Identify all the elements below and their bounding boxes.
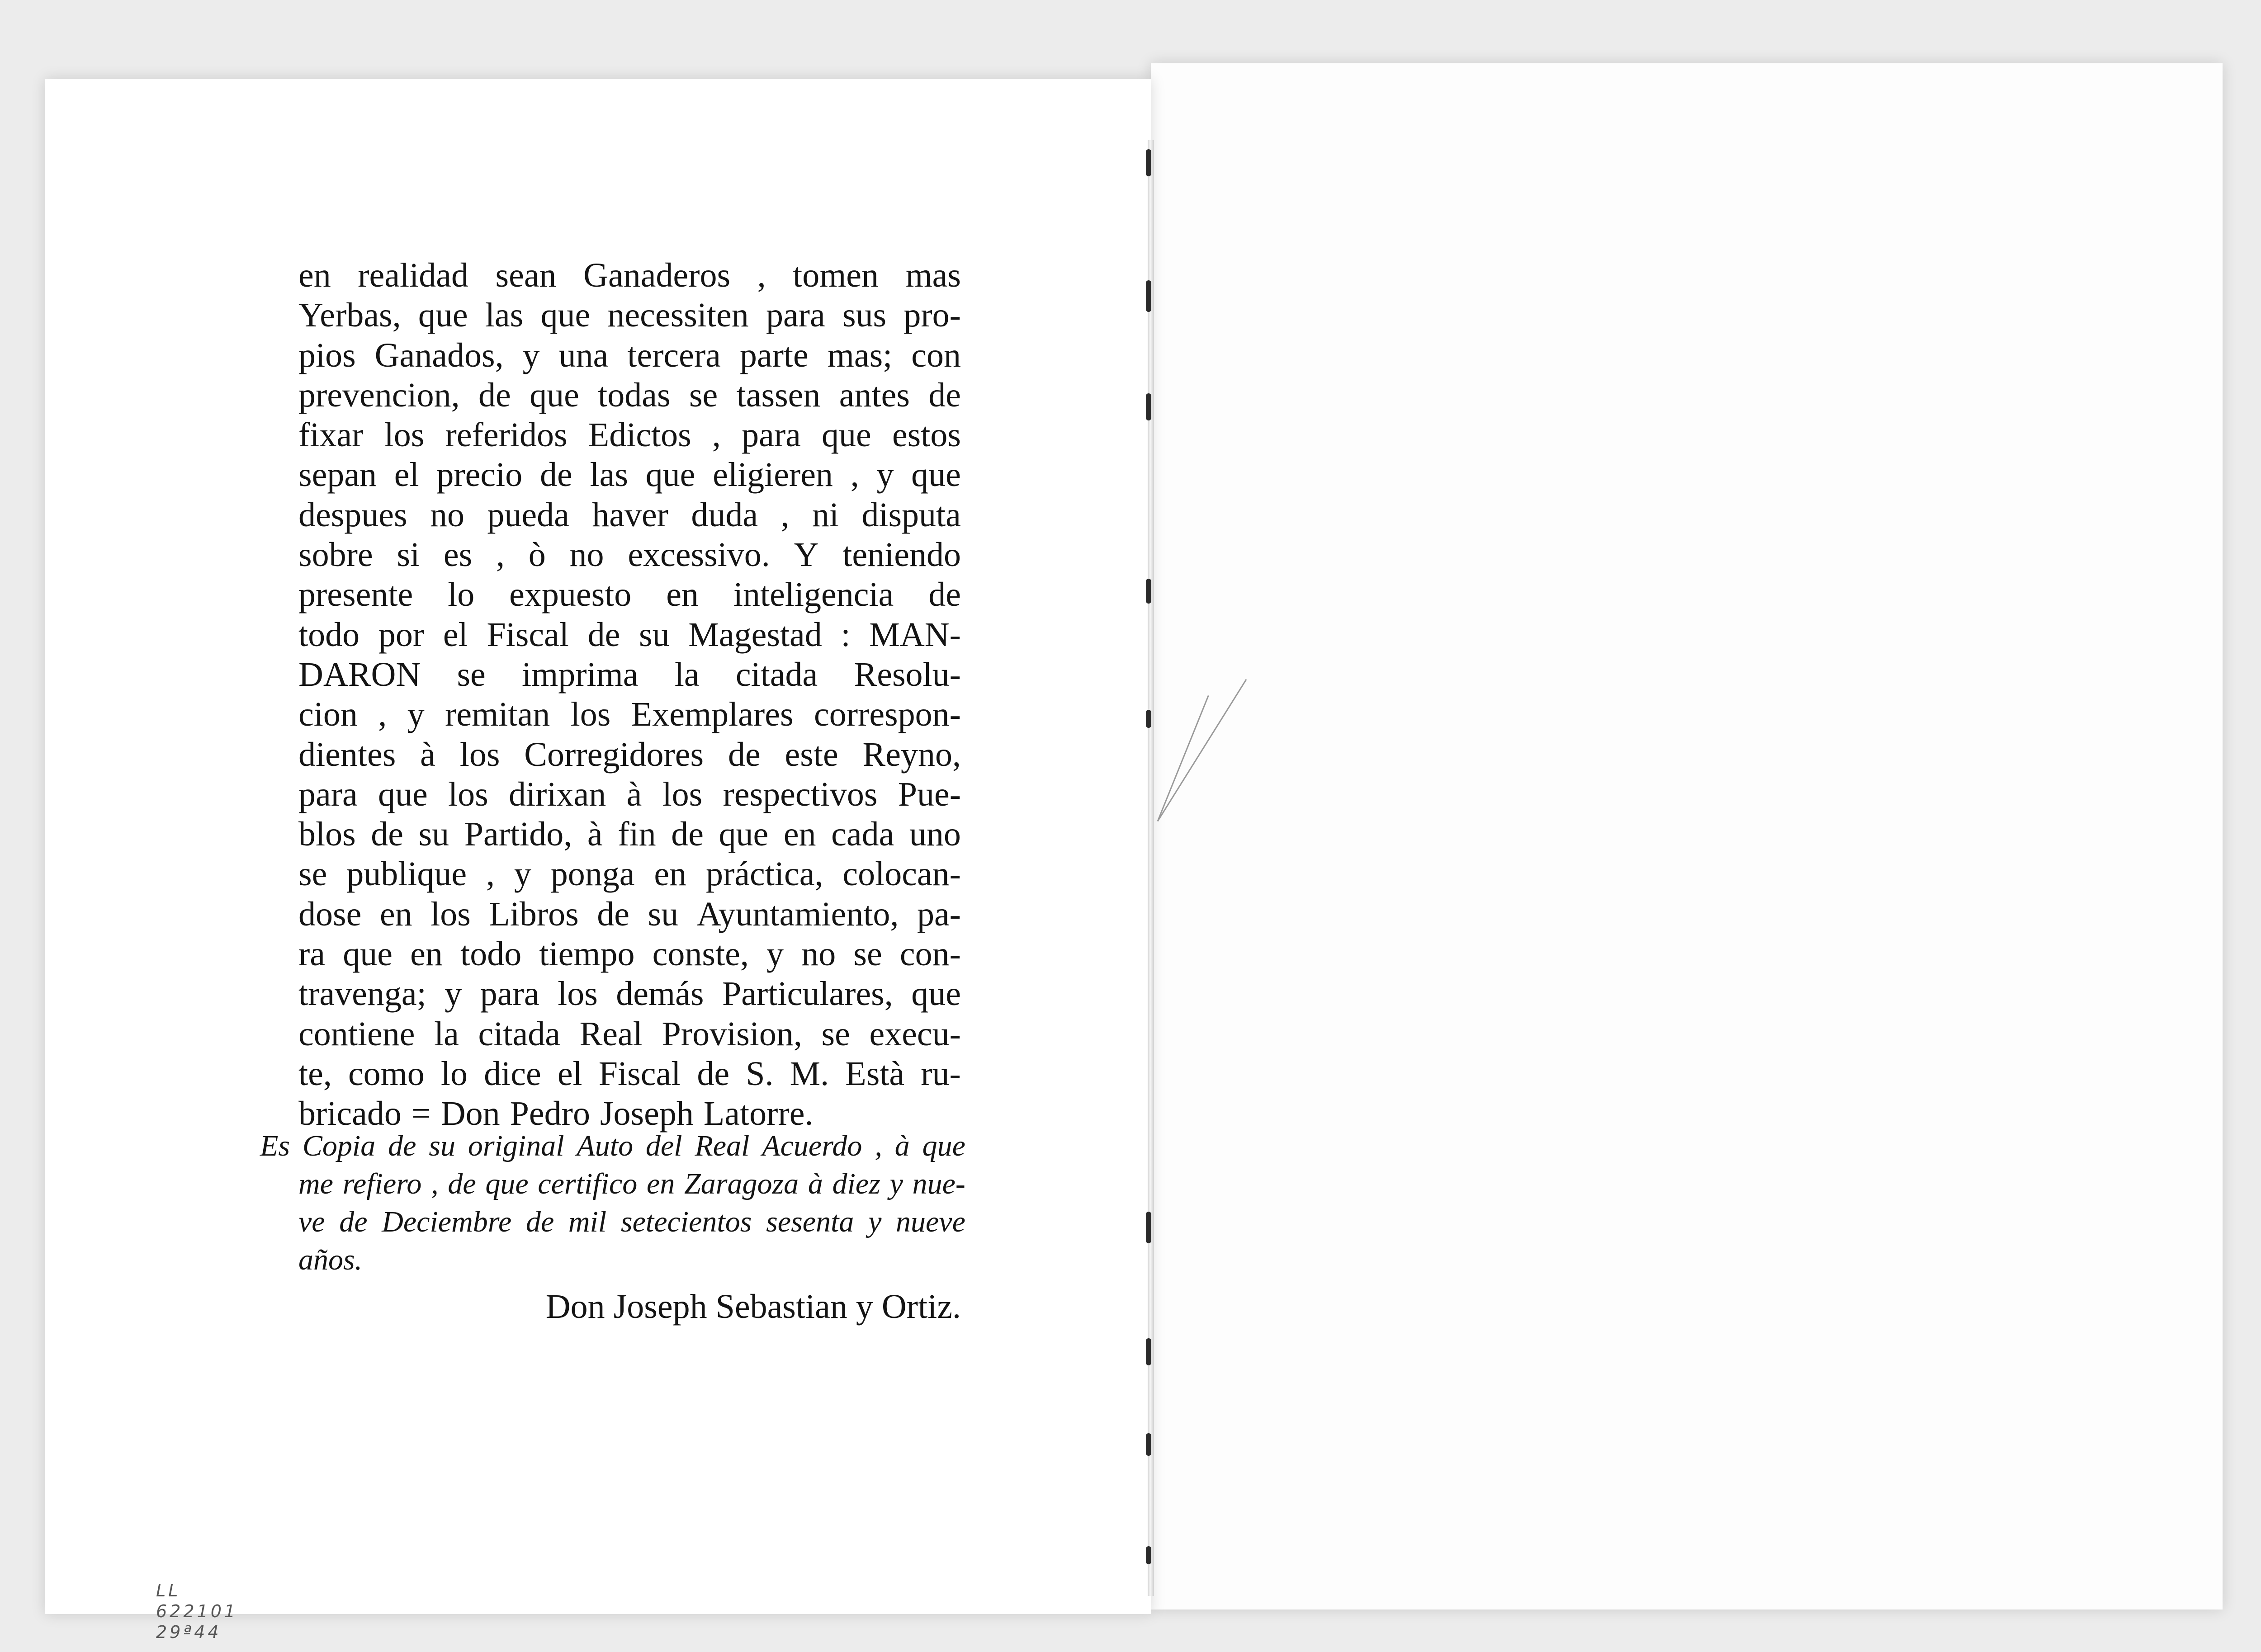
word: despues — [298, 496, 407, 534]
word: Zaragoza — [684, 1167, 799, 1200]
word: de — [928, 576, 961, 614]
word: ru- — [921, 1054, 961, 1093]
word: pa- — [917, 895, 961, 933]
word: en — [654, 855, 687, 893]
word: este — [785, 735, 838, 774]
word: pios — [298, 336, 356, 374]
word: Provision, — [662, 1015, 802, 1053]
archive-note-line: 29ª44 — [156, 1622, 222, 1642]
word: que — [378, 775, 428, 813]
word: como — [348, 1054, 425, 1093]
word: fixar — [298, 416, 364, 454]
word: citada — [735, 655, 818, 694]
word: sepan — [298, 456, 377, 494]
text-line — [298, 735, 961, 774]
word: los — [384, 416, 425, 454]
word: del — [645, 1129, 682, 1162]
word: que — [822, 416, 871, 454]
word: imprima — [522, 655, 639, 694]
word: M. — [790, 1054, 829, 1093]
word: sus — [842, 296, 887, 335]
word: que — [645, 456, 695, 494]
word: en — [783, 815, 816, 854]
word: inteligencia — [733, 576, 894, 614]
word: todo — [298, 615, 360, 654]
word: para — [742, 416, 801, 454]
word: Don — [440, 1095, 500, 1133]
word: se — [853, 935, 882, 973]
text-line — [298, 1014, 961, 1054]
word: que — [343, 935, 393, 973]
right-page — [1151, 63, 2223, 1610]
archive-reference-note — [156, 1580, 238, 1643]
text-line — [298, 615, 961, 655]
word: à — [808, 1167, 823, 1200]
word: años. — [298, 1243, 363, 1276]
word: remitan — [445, 695, 550, 734]
word: y — [407, 695, 425, 734]
word: Particulares, — [722, 975, 893, 1013]
text-line — [298, 495, 961, 535]
word: tassen — [736, 376, 821, 414]
word: con — [911, 336, 961, 374]
word: no — [569, 536, 604, 574]
word: expuesto — [509, 576, 632, 614]
word: sobre — [298, 536, 373, 574]
word: Es — [260, 1129, 290, 1162]
text-line — [298, 934, 961, 974]
word: ponga — [550, 855, 635, 893]
word: de — [728, 735, 761, 774]
word: Partido, — [464, 815, 572, 854]
word: parte — [739, 336, 809, 374]
word: las — [590, 456, 628, 494]
binding-gutter — [1148, 140, 1154, 1596]
word: , — [486, 855, 495, 893]
word: Ganaderos — [583, 256, 731, 294]
text-line — [298, 894, 961, 934]
word: de — [697, 1054, 730, 1093]
word: , — [757, 256, 766, 294]
text-line — [298, 655, 961, 694]
word: lo — [448, 576, 475, 614]
word: es — [443, 536, 473, 574]
word: no — [801, 935, 836, 973]
certification-line — [298, 1241, 965, 1279]
word: original — [468, 1129, 564, 1162]
word: duda — [691, 496, 758, 534]
binding-stitch — [1146, 393, 1151, 420]
word: Real — [579, 1015, 643, 1053]
word: Ayuntamiento, — [696, 895, 899, 933]
word: travenga; — [298, 975, 426, 1013]
word: bricado — [298, 1095, 402, 1133]
text-line — [298, 694, 961, 734]
word: respectivos — [723, 775, 878, 813]
word: eligieren — [713, 456, 833, 494]
binding-stitch — [1146, 1546, 1151, 1564]
word: pro- — [903, 296, 961, 335]
word: su — [429, 1129, 455, 1162]
word: demás — [616, 975, 704, 1013]
binding-stitch — [1146, 1338, 1151, 1365]
word: nueve — [896, 1205, 965, 1238]
word: y — [445, 975, 462, 1013]
word: Deciembre — [382, 1205, 512, 1238]
word: S. — [746, 1054, 774, 1093]
word: se — [457, 655, 486, 694]
word: correspon- — [814, 695, 961, 734]
word: para — [298, 775, 358, 813]
text-line — [298, 814, 961, 854]
binding-stitch — [1146, 710, 1151, 728]
word: prevencion, — [298, 376, 460, 414]
word: ò — [528, 536, 546, 574]
word: en — [298, 256, 331, 294]
word: dirixan — [509, 775, 606, 813]
word: Yerbas, — [298, 296, 401, 335]
word: los — [570, 695, 611, 734]
binding-stitch — [1146, 1212, 1151, 1243]
text-line — [298, 255, 961, 295]
word: dice — [484, 1054, 541, 1093]
left-page — [45, 79, 1151, 1642]
word: Exemplares — [631, 695, 794, 734]
word: su — [648, 895, 679, 933]
archive-note-line: 622101 — [156, 1601, 238, 1621]
word: Real — [695, 1129, 750, 1162]
word: publique — [346, 855, 467, 893]
word: de — [478, 376, 511, 414]
word: en — [666, 576, 699, 614]
word: , — [431, 1167, 439, 1200]
word: certifico — [538, 1167, 638, 1200]
word: Reyno, — [862, 735, 961, 774]
word: todo — [460, 935, 522, 973]
word: blos — [298, 815, 356, 854]
word: me — [298, 1167, 333, 1200]
word: Està — [845, 1054, 905, 1093]
word: cada — [831, 815, 894, 854]
word: de — [587, 615, 620, 654]
word: y — [868, 1205, 882, 1238]
word: nue- — [912, 1167, 965, 1200]
word: su — [418, 815, 449, 854]
word: que — [485, 1167, 529, 1200]
word: y — [766, 935, 784, 973]
word: en — [379, 895, 412, 933]
word: à — [587, 815, 603, 854]
word: conste, — [652, 935, 749, 973]
certification-line — [260, 1127, 965, 1165]
word: , — [378, 695, 387, 734]
word: precio — [436, 456, 523, 494]
word: de — [540, 456, 572, 494]
text-line — [298, 455, 961, 495]
word: todas — [598, 376, 671, 414]
word: disputa — [861, 496, 961, 534]
word: Ganados, — [374, 336, 504, 374]
word: , — [780, 496, 790, 534]
word: de — [597, 895, 629, 933]
word: Edictos — [588, 416, 691, 454]
text-line — [298, 1054, 961, 1094]
word: se — [821, 1015, 850, 1053]
word: dientes — [298, 735, 396, 774]
text-line — [298, 375, 961, 415]
word: el — [557, 1054, 582, 1093]
word: presente — [298, 576, 413, 614]
word: el — [394, 456, 419, 494]
word: Fiscal — [598, 1054, 681, 1093]
text-line — [298, 295, 961, 335]
binding-stitch — [1146, 149, 1151, 176]
word: pueda — [487, 496, 569, 534]
word: y — [876, 456, 894, 494]
word: para — [766, 296, 825, 335]
word: DARON — [298, 655, 421, 694]
word: Corregidores — [524, 735, 704, 774]
word: los — [430, 895, 471, 933]
word: Latorre. — [703, 1095, 814, 1133]
word: ve — [298, 1205, 325, 1238]
word: si — [397, 536, 420, 574]
text-line — [298, 415, 961, 455]
word: referidos — [445, 416, 568, 454]
word: fin — [618, 815, 656, 854]
word: diez — [832, 1167, 880, 1200]
word: excessivo. — [628, 536, 770, 574]
word: tomen — [793, 256, 879, 294]
word: por — [378, 615, 425, 654]
word: antes — [839, 376, 910, 414]
word: ra — [298, 935, 326, 973]
word: de — [525, 1205, 554, 1238]
word: sesenta — [766, 1205, 854, 1238]
word: uno — [909, 815, 961, 854]
binding-stitch — [1146, 1433, 1151, 1456]
word: que — [540, 296, 591, 335]
word: se — [298, 855, 327, 893]
word: no — [430, 496, 464, 534]
word: Pedro — [510, 1095, 590, 1133]
word: que — [911, 975, 961, 1013]
text-line — [298, 535, 961, 575]
text-line — [298, 774, 961, 814]
text-line — [298, 974, 961, 1014]
word: Magestad — [688, 615, 822, 654]
word: de — [339, 1205, 368, 1238]
word: mas; — [827, 336, 893, 374]
word: à — [626, 775, 642, 813]
word: Fiscal — [487, 615, 569, 654]
word: los — [459, 735, 500, 774]
word: teniendo — [842, 536, 961, 574]
word: práctica, — [706, 855, 823, 893]
word: execu- — [869, 1015, 961, 1053]
word: estos — [892, 416, 961, 454]
word: su — [639, 615, 670, 654]
word: cion — [298, 695, 358, 734]
word: dose — [298, 895, 362, 933]
text-line — [298, 854, 961, 894]
word: Libros — [489, 895, 579, 933]
archive-note-line: LL — [156, 1581, 181, 1600]
word: el — [443, 615, 468, 654]
word: Pue- — [898, 775, 961, 813]
word: los — [662, 775, 703, 813]
word: Auto — [577, 1129, 634, 1162]
word: = — [411, 1095, 431, 1133]
word: tiempo — [539, 935, 635, 973]
certification-line — [298, 1165, 965, 1203]
word: colocan- — [842, 855, 961, 893]
word: à — [894, 1129, 910, 1162]
signature: Don Joseph Sebastian y Ortiz. — [545, 1288, 961, 1326]
certification-text — [260, 1127, 965, 1279]
word: contiene — [298, 1015, 415, 1053]
word: citada — [478, 1015, 560, 1053]
word: mas — [905, 256, 961, 294]
word: los — [448, 775, 488, 813]
word: la — [434, 1015, 459, 1053]
word: y — [522, 336, 540, 374]
word: y — [514, 855, 531, 893]
word: , — [875, 1129, 882, 1162]
word: los — [558, 975, 598, 1013]
word: haver — [592, 496, 668, 534]
certification-line — [298, 1203, 965, 1241]
word: Joseph — [600, 1095, 694, 1133]
word: , — [850, 456, 859, 494]
word: las — [485, 296, 524, 335]
word: de — [448, 1167, 476, 1200]
word: una — [558, 336, 609, 374]
word: de — [671, 815, 704, 854]
word: sean — [495, 256, 557, 294]
word: : — [841, 615, 851, 654]
word: que — [719, 815, 769, 854]
word: setecientos — [620, 1205, 752, 1238]
word: à — [420, 735, 435, 774]
word: de — [388, 1129, 416, 1162]
binding-stitch — [1146, 579, 1151, 604]
word: en — [647, 1167, 675, 1200]
text-line — [298, 575, 961, 614]
word: Resolu- — [854, 655, 961, 694]
word: mil — [568, 1205, 607, 1238]
word: lo — [440, 1054, 468, 1093]
word: Copia — [302, 1129, 376, 1162]
word: que — [911, 456, 961, 494]
word: que — [418, 296, 468, 335]
word: tercera — [627, 336, 721, 374]
word: , — [496, 536, 505, 574]
word: necessiten — [607, 296, 749, 335]
word: de — [928, 376, 961, 414]
word: se — [689, 376, 718, 414]
word: ni — [812, 496, 839, 534]
word: la — [674, 655, 700, 694]
word: te, — [298, 1054, 332, 1093]
word: para — [480, 975, 539, 1013]
word: Acuerdo — [762, 1129, 862, 1162]
word: Y — [794, 536, 819, 574]
binding-stitch — [1146, 280, 1151, 312]
text-line — [298, 335, 961, 375]
word: que — [530, 376, 579, 414]
word: en — [410, 935, 443, 973]
word: que — [922, 1129, 965, 1162]
word: refiero — [342, 1167, 422, 1200]
word: con- — [899, 935, 961, 973]
body-text — [298, 255, 961, 1134]
word: realidad — [358, 256, 468, 294]
word: de — [371, 815, 404, 854]
word: y — [889, 1167, 903, 1200]
word: MAN- — [869, 615, 961, 654]
word: , — [712, 416, 721, 454]
